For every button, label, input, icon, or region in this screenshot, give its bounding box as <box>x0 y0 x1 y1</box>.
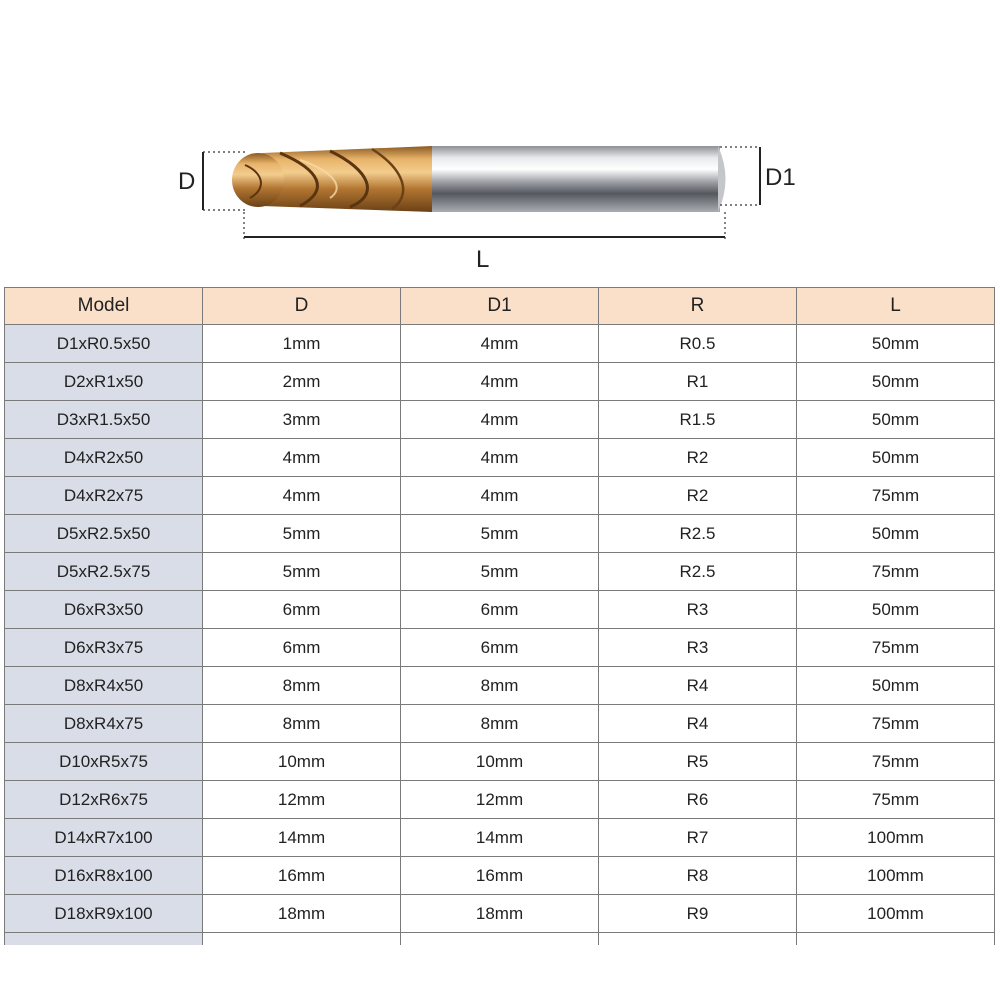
table-row <box>5 781 995 819</box>
d-cell: 4mm <box>203 477 401 515</box>
d1-cell: 12mm <box>401 781 599 819</box>
table-row <box>5 743 995 781</box>
model-cell: D3xR1.5x50 <box>5 401 203 439</box>
r-cell: R3 <box>599 591 797 629</box>
d1-cell: 6mm <box>401 629 599 667</box>
d1-cell: 4mm <box>401 363 599 401</box>
d1-cell: 8mm <box>401 705 599 743</box>
l-cell: 100mm <box>797 895 995 933</box>
l-cell <box>797 933 995 946</box>
d1-cell: 18mm <box>401 895 599 933</box>
table-row <box>5 629 995 667</box>
d-cell: 2mm <box>203 363 401 401</box>
header-model: Model <box>5 288 203 325</box>
l-cell: 100mm <box>797 857 995 895</box>
table-row <box>5 591 995 629</box>
d-cell: 3mm <box>203 401 401 439</box>
r-cell: R1.5 <box>599 401 797 439</box>
spec-table <box>4 287 995 945</box>
r-cell <box>599 933 797 946</box>
model-cell: D4xR2x50 <box>5 439 203 477</box>
d-cell: 8mm <box>203 667 401 705</box>
header-row <box>5 288 995 325</box>
model-cell: D14xR7x100 <box>5 819 203 857</box>
d-cell: 6mm <box>203 629 401 667</box>
model-cell: D10xR5x75 <box>5 743 203 781</box>
table-row <box>5 705 995 743</box>
d-cell: 14mm <box>203 819 401 857</box>
l-cell: 75mm <box>797 781 995 819</box>
model-cell: D8xR4x50 <box>5 667 203 705</box>
r-cell: R9 <box>599 895 797 933</box>
r-cell: R0.5 <box>599 325 797 363</box>
r-cell: R2.5 <box>599 553 797 591</box>
l-cell: 50mm <box>797 515 995 553</box>
label-d1: D1 <box>765 164 796 191</box>
d1-cell: 14mm <box>401 819 599 857</box>
table-row <box>5 401 995 439</box>
r-cell: R4 <box>599 667 797 705</box>
d-cell <box>203 933 401 946</box>
model-cell: D6xR3x50 <box>5 591 203 629</box>
table-row <box>5 477 995 515</box>
r-cell: R8 <box>599 857 797 895</box>
d-cell: 6mm <box>203 591 401 629</box>
model-cell: D18xR9x100 <box>5 895 203 933</box>
r-cell: R5 <box>599 743 797 781</box>
d-cell: 10mm <box>203 743 401 781</box>
table-body <box>5 325 995 946</box>
d-cell: 1mm <box>203 325 401 363</box>
header-r: R <box>599 288 797 325</box>
r-cell: R4 <box>599 705 797 743</box>
table-row <box>5 363 995 401</box>
header-l: L <box>797 288 995 325</box>
l-cell: 50mm <box>797 591 995 629</box>
l-cell: 75mm <box>797 477 995 515</box>
l-cell: 100mm <box>797 819 995 857</box>
model-cell: D4xR2x75 <box>5 477 203 515</box>
model-cell: D6xR3x75 <box>5 629 203 667</box>
r-cell: R2 <box>599 439 797 477</box>
r-cell: R6 <box>599 781 797 819</box>
l-cell: 50mm <box>797 667 995 705</box>
l-cell: 50mm <box>797 401 995 439</box>
d-cell: 5mm <box>203 553 401 591</box>
tool-diagram <box>0 0 1000 285</box>
d1-cell: 5mm <box>401 515 599 553</box>
model-cell: D5xR2.5x75 <box>5 553 203 591</box>
l-cell: 75mm <box>797 553 995 591</box>
d-cell: 8mm <box>203 705 401 743</box>
model-cell: D16xR8x100 <box>5 857 203 895</box>
table-row <box>5 439 995 477</box>
table-row <box>5 819 995 857</box>
d-cell: 12mm <box>203 781 401 819</box>
r-cell: R1 <box>599 363 797 401</box>
l-cell: 75mm <box>797 743 995 781</box>
model-cell <box>5 933 203 946</box>
l-cell: 50mm <box>797 363 995 401</box>
d1-cell: 4mm <box>401 325 599 363</box>
d1-cell: 6mm <box>401 591 599 629</box>
l-cell: 75mm <box>797 629 995 667</box>
table-row <box>5 667 995 705</box>
r-cell: R2.5 <box>599 515 797 553</box>
d1-cell: 5mm <box>401 553 599 591</box>
table-row <box>5 895 995 933</box>
d-cell: 18mm <box>203 895 401 933</box>
shank <box>430 146 726 212</box>
r-cell: R7 <box>599 819 797 857</box>
dimension-d1 <box>720 147 760 205</box>
d1-cell: 16mm <box>401 857 599 895</box>
d-cell: 16mm <box>203 857 401 895</box>
d1-cell: 4mm <box>401 439 599 477</box>
table-row <box>5 325 995 363</box>
d-cell: 4mm <box>203 439 401 477</box>
d1-cell <box>401 933 599 946</box>
d-cell: 5mm <box>203 515 401 553</box>
table-row <box>5 857 995 895</box>
model-cell: D1xR0.5x50 <box>5 325 203 363</box>
table-row <box>5 515 995 553</box>
d1-cell: 4mm <box>401 477 599 515</box>
model-cell: D5xR2.5x50 <box>5 515 203 553</box>
fluted-cutting-section <box>232 146 432 212</box>
l-cell: 50mm <box>797 325 995 363</box>
d1-cell: 10mm <box>401 743 599 781</box>
label-l: L <box>476 246 490 273</box>
header-d: D <box>203 288 401 325</box>
label-d: D <box>178 168 196 195</box>
r-cell: R3 <box>599 629 797 667</box>
table-row-partial <box>5 933 995 946</box>
model-cell: D2xR1x50 <box>5 363 203 401</box>
header-d1: D1 <box>401 288 599 325</box>
d1-cell: 8mm <box>401 667 599 705</box>
l-cell: 75mm <box>797 705 995 743</box>
model-cell: D12xR6x75 <box>5 781 203 819</box>
l-cell: 50mm <box>797 439 995 477</box>
r-cell: R2 <box>599 477 797 515</box>
model-cell: D8xR4x75 <box>5 705 203 743</box>
dimension-l <box>244 212 725 242</box>
table-row <box>5 553 995 591</box>
end-mill-drawing <box>0 0 1000 285</box>
d1-cell: 4mm <box>401 401 599 439</box>
